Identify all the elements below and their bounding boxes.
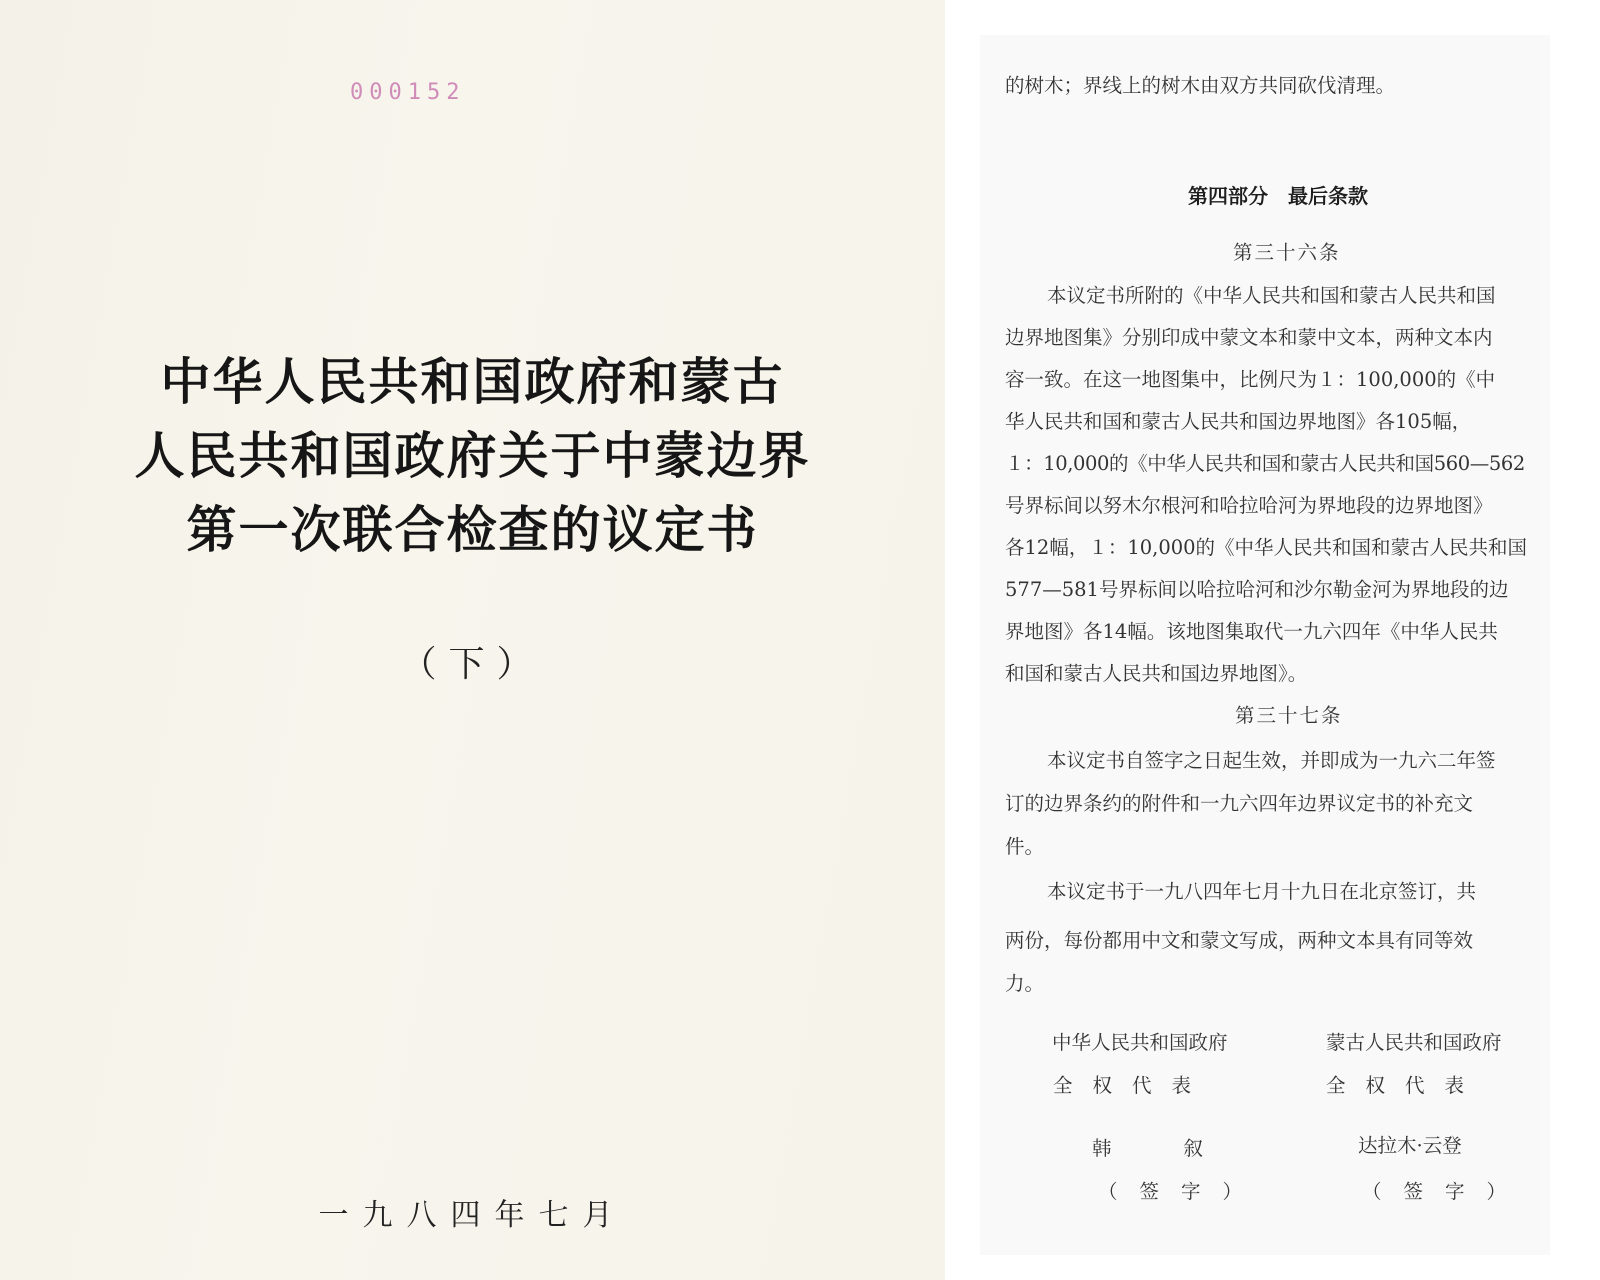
article-text-line: 容一致。在这一地图集中，比例尺为１：100,000的《中	[1005, 368, 1496, 391]
article-text-line: 边界地图集》分别印成中蒙文本和蒙中文本，两种文本内	[1005, 326, 1493, 349]
article-text-line: 力。	[1005, 972, 1045, 995]
article-text-line: 577—581号界标间以哈拉哈河和沙尔勒金河为界地段的边	[1005, 578, 1509, 601]
part-heading: 第四部分 最后条款	[1188, 184, 1368, 208]
signatory-title: 全权代表	[1053, 1074, 1212, 1097]
article-text-line: 号界标间以努木尔根河和哈拉哈河为界地段的边界地图》	[1005, 494, 1493, 517]
article-text-line: 订的边界条约的附件和一九六四年边界议定书的补充文	[1005, 792, 1474, 815]
archive-stamp: 000152	[350, 80, 466, 105]
article-text-line: 华人民共和国和蒙古人民共和国边界地图》各105幅，	[1005, 410, 1472, 433]
cover-title-line: 人民共和国政府关于中蒙边界	[134, 427, 811, 485]
cover-date: 一九八四年七月	[318, 1198, 627, 1233]
article-number: 第三十七条	[1235, 704, 1343, 727]
signed-note: （签字）	[1098, 1180, 1265, 1203]
article-text-line: １：10,000的《中华人民共和国和蒙古人民共和国560—562	[1005, 452, 1525, 475]
signed-note: （签字）	[1362, 1180, 1529, 1203]
article-text-line: 本议定书于一九八四年七月十九日在北京签订，共	[1047, 880, 1477, 903]
article-text-line: 各12幅，１：10,000的《中华人民共和国和蒙古人民共和国	[1005, 536, 1528, 559]
signatory-government: 蒙古人民共和国政府	[1326, 1031, 1502, 1054]
article-text-line: 和国和蒙古人民共和国边界地图》。	[1005, 662, 1308, 685]
signatory-title: 全权代表	[1326, 1074, 1485, 1097]
cover-title-line: 中华人民共和国政府和蒙古	[160, 353, 785, 411]
article-text-line: 本议定书自签字之日起生效，并即成为一九六二年签	[1047, 749, 1496, 772]
signatory-name: 达拉木·云登	[1358, 1134, 1462, 1157]
continuation-text: 的树木；界线上的树木由双方共同砍伐清理。	[1005, 74, 1396, 97]
article-text-line: 界地图》各14幅。该地图集取代一九六四年《中华人民共	[1005, 620, 1498, 643]
cover-title	[0, 345, 945, 567]
article-text-line: 本议定书所附的《中华人民共和国和蒙古人民共和国	[1047, 284, 1496, 307]
volume-label: （下）	[400, 644, 545, 685]
signatory-name: 韩叙	[1092, 1137, 1276, 1160]
signatory-government: 中华人民共和国政府	[1052, 1031, 1228, 1054]
article-text-line: 件。	[1005, 835, 1045, 858]
article-text-line: 两份，每份都用中文和蒙文写成，两种文本具有同等效	[1005, 929, 1474, 952]
article-number: 第三十六条	[1233, 241, 1341, 264]
cover-title-line: 第一次联合检查的议定书	[186, 501, 759, 559]
